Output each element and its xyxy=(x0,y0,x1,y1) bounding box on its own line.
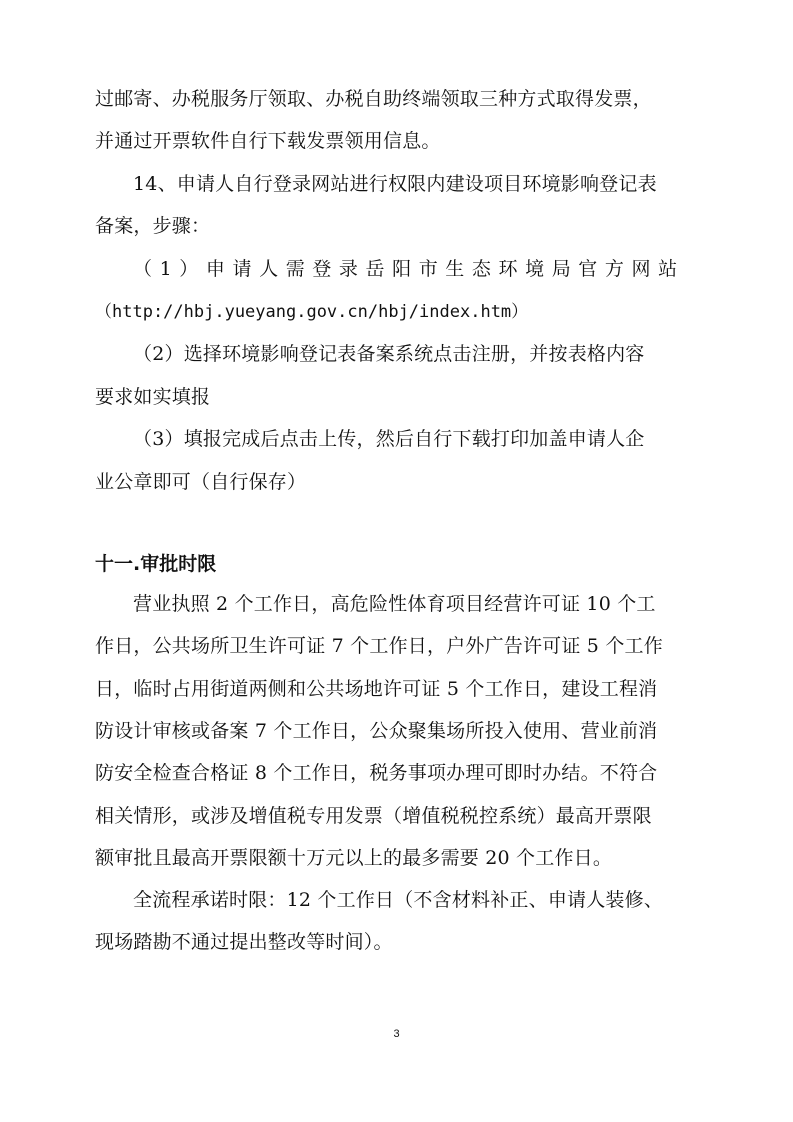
paragraph-line: 额审批且最高开票限额十万元以上的最多需要 20 个工作日。 xyxy=(95,847,613,869)
text-line: 过邮寄、办税服务厅领取、办税自助终端领取三种方式取得发票， xyxy=(95,88,652,110)
paragraph-line: 相关情形，或涉及增值税专用发票（增值税税控系统）最高开票限 xyxy=(95,805,652,827)
paragraph-line: 防安全检查合格证 8 个工作日，税务事项办理可即时办结。不符合 xyxy=(95,762,658,784)
paragraph-line: 现场踏勘不通过提出整改等时间）。 xyxy=(95,931,393,953)
url-line: （http://hbj.yueyang.gov.cn/hbj/index.htm） xyxy=(95,302,529,322)
text-line: 业公章即可（自行保存） xyxy=(95,471,307,493)
text-line: 14、申请人自行登录网站进行权限内建设项目环境影响登记表 xyxy=(133,173,657,195)
section-heading: 十一.审批时限 xyxy=(95,553,217,575)
paragraph-line: 作日，公共场所卫生许可证 7 个工作日，户外广告许可证 5 个工作 xyxy=(95,635,663,657)
paragraph-line: 防设计审核或备案 7 个工作日，公众聚集场所投入使用、营业前消 xyxy=(95,720,658,742)
paragraph-line: 全流程承诺时限：12 个工作日（不含材料补正、申请人装修、 xyxy=(133,889,664,911)
paragraph-line: 营业执照 2 个工作日，高危险性体育项目经营许可证 10 个工 xyxy=(133,593,656,615)
text-line: （3）填报完成后点击上传，然后自行下载打印加盖申请人企 xyxy=(133,428,645,450)
paragraph-line: 日，临时占用街道两侧和公共场地许可证 5 个工作日，建设工程消 xyxy=(95,678,658,700)
text-line: 并通过开票软件自行下载发票领用信息。 xyxy=(95,130,441,152)
text-line: 要求如实填报 xyxy=(95,386,211,408)
text-line: 备案，步骤： xyxy=(95,215,211,237)
page-number: 3 xyxy=(393,1028,400,1040)
text-line: （1）申请人需登录岳阳市生态环境局官方网站 xyxy=(133,258,685,280)
text-line: （2）选择环境影响登记表备案系统点击注册，并按表格内容 xyxy=(133,343,645,365)
